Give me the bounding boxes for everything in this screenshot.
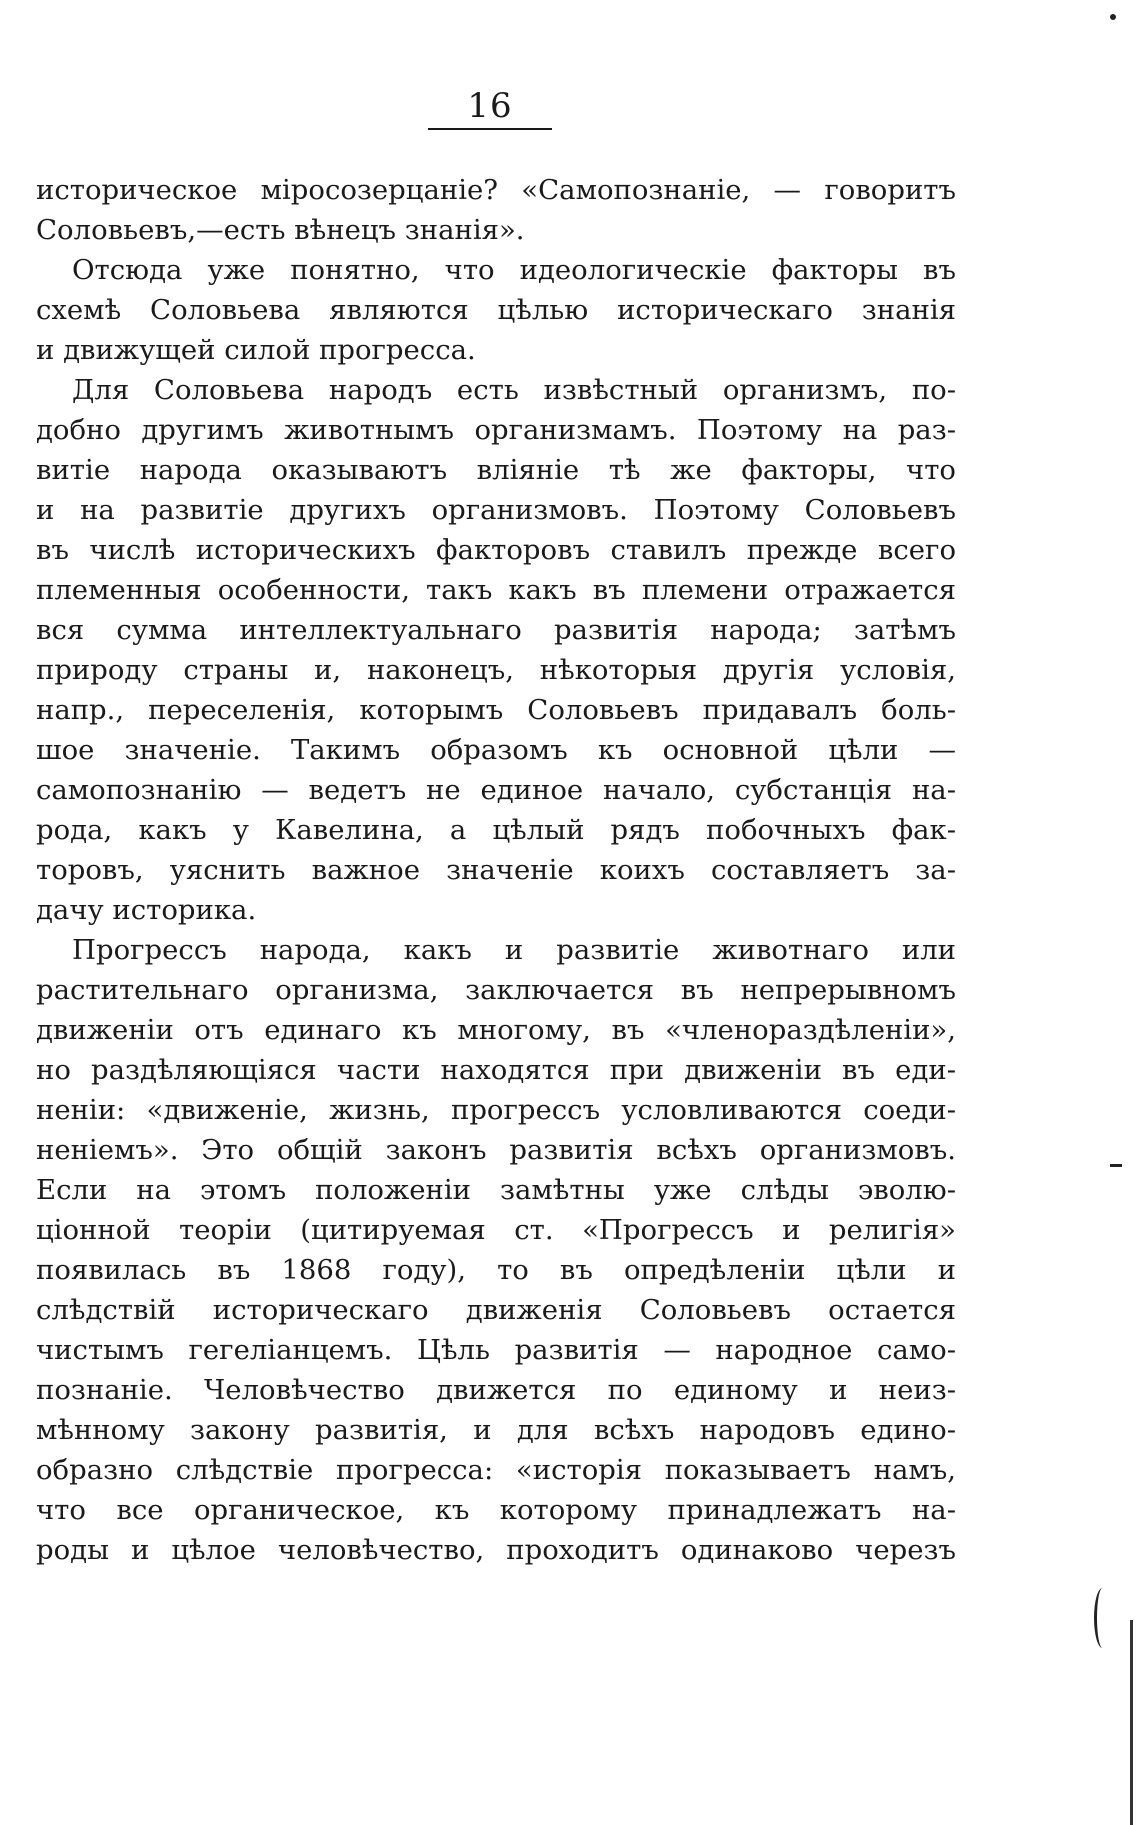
text-line: вся сумма интеллектуальнаго развитія народа; затѣмъ	[36, 614, 956, 646]
text-line: въ числѣ историческихъ факторовъ ставилъ прежде всего	[36, 534, 956, 566]
text-line: Соловьевъ,—есть вѣнецъ знанія».	[36, 214, 525, 246]
body-text	[36, 170, 956, 1570]
text-line: природу страны и, наконецъ, нѣкоторыя другія условія,	[36, 654, 956, 686]
text-line: мѣнному закону развитія, и для всѣхъ народовъ едино-	[36, 1414, 956, 1446]
text-line: и движущей силой прогресса.	[36, 334, 476, 366]
text-line: неніи: «движеніе, жизнь, прогрессъ условливаются соеди-	[36, 1094, 956, 1126]
text-line: витіе народа оказываютъ вліяніе тѣ же факторы, что	[36, 454, 956, 486]
text-line: добно другимъ животнымъ организмамъ. Поэтому на раз-	[36, 414, 956, 446]
text-line: появилась въ 1868 году), то въ опредѣленіи цѣли и	[36, 1254, 956, 1286]
text-line: Отсюда уже понятно, что идеологическіе факторы въ	[72, 254, 956, 286]
page-number-rule	[428, 128, 552, 130]
text-line: напр., переселенія, которымъ Соловьевъ придавалъ боль-	[36, 694, 956, 726]
text-line: дачу историка.	[36, 894, 257, 926]
text-line: ціонной теоріи (цитируемая ст. «Прогрессъ и религія»	[36, 1214, 956, 1246]
text-line: историческое міросозерцаніе? «Самопознаніе, — говоритъ	[36, 174, 956, 206]
text-line: и на развитіе другихъ организмовъ. Поэтому Соловьевъ	[36, 494, 956, 526]
scan-bracket-mark	[1094, 1588, 1111, 1648]
text-line: схемѣ Соловьева являются цѣлью историческаго знанія	[36, 294, 956, 326]
text-line: неніемъ». Это общій законъ развитія всѣхъ организмовъ.	[36, 1134, 956, 1166]
text-line: но раздѣляющіяся части находятся при движеніи въ еди-	[36, 1054, 956, 1086]
page-number: 16	[467, 86, 513, 126]
text-line: самопознанію — ведетъ не единое начало, субстанція на-	[36, 774, 956, 806]
scan-speck	[1110, 14, 1116, 20]
text-line: Для Соловьева народъ есть извѣстный организмъ, по-	[72, 374, 956, 406]
text-line: чистымъ гегеліанцемъ. Цѣль развитія — народное само-	[36, 1334, 956, 1366]
text-line: Если на этомъ положеніи замѣтны уже слѣды эволю-	[36, 1174, 956, 1206]
text-line: слѣдствій историческаго движенія Соловьевъ остается	[36, 1294, 956, 1326]
text-line: шое значеніе. Такимъ образомъ къ основной цѣли —	[36, 734, 956, 766]
text-line: рода, какъ у Кавелина, а цѣлый рядъ побочныхъ фак-	[36, 814, 956, 846]
text-line: роды и цѣлое человѣчество, проходитъ одинаково черезъ	[36, 1534, 956, 1566]
scan-dash-mark	[1110, 1164, 1122, 1167]
text-line: образно слѣдствіе прогресса: «исторія показываетъ намъ,	[36, 1454, 956, 1486]
text-line: движеніи отъ единаго къ многому, въ «членораздѣленіи»,	[36, 1014, 956, 1046]
text-line: что все органическое, къ которому принадлежатъ на-	[36, 1494, 956, 1526]
text-line: познаніе. Человѣчество движется по единому и неиз-	[36, 1374, 956, 1406]
text-line: племенныя особенности, такъ какъ въ племени отражается	[36, 574, 956, 606]
text-line: растительнаго организма, заключается въ непрерывномъ	[36, 974, 956, 1006]
scan-page-edge	[1130, 1620, 1133, 1825]
text-line: торовъ, уяснить важное значеніе коихъ составляетъ за-	[36, 854, 956, 886]
text-line: Прогрессъ народа, какъ и развитіе животнаго или	[72, 934, 956, 966]
